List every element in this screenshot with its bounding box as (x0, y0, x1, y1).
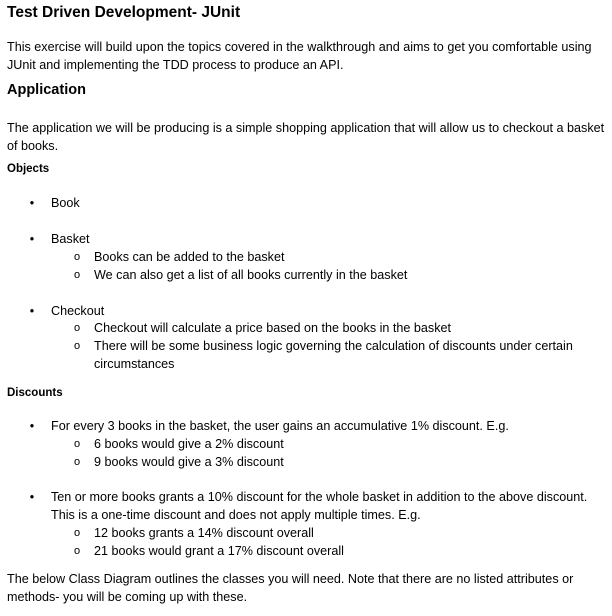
objects-heading: Objects (7, 163, 50, 175)
bullet-icon: • (29, 490, 35, 504)
sub-bullet-icon: o (73, 438, 81, 450)
sub-bullet-icon: o (73, 322, 81, 334)
sub-item-label: 6 books would give a 2% discount (94, 437, 284, 451)
bullet-icon: • (29, 419, 35, 433)
list-item-label: Ten or more books grants a 10% discount for the whole basket in addition to the above discount. This is a one-time discount and does not apply multiple times. E.g. (51, 490, 588, 522)
basket-sub-item (73, 266, 609, 284)
discount-example-item (73, 435, 609, 453)
bullet-icon: • (29, 232, 35, 246)
discount-example-item (73, 453, 609, 471)
sub-item-label: Books can be added to the basket (94, 250, 285, 264)
sub-item-label: 21 books would grant a 17% discount overall (94, 544, 344, 558)
checkout-sub-item (73, 337, 609, 373)
sub-item-label: 9 books would give a 3% discount (94, 455, 284, 469)
basket-sub-item (73, 248, 609, 266)
sub-bullet-icon: o (73, 545, 81, 557)
list-item-label: Book (51, 196, 80, 210)
document-title: Test Driven Development- JUnit (7, 4, 241, 21)
discounts-item (29, 417, 607, 435)
discount-example-item (73, 542, 609, 560)
sub-bullet-icon: o (73, 251, 81, 263)
objects-item-checkout (29, 302, 607, 320)
discount-example-item (73, 524, 609, 542)
sub-bullet-icon: o (73, 340, 81, 352)
application-heading: Application (7, 82, 86, 98)
sub-bullet-icon: o (73, 456, 81, 468)
objects-item-basket (29, 230, 607, 248)
objects-item-book (29, 194, 607, 212)
sub-item-label: Checkout will calculate a price based on the books in the basket (94, 321, 452, 335)
closing-paragraph: The below Class Diagram outlines the classes you will need. Note that there are no listed attributes or methods- you will be coming up with these. (7, 572, 574, 604)
discounts-heading: Discounts (7, 387, 63, 399)
bullet-icon: • (29, 304, 35, 318)
intro-paragraph: This exercise will build upon the topics covered in the walkthrough and aims to get you comfortable using JUnit and implementing the TDD process to produce an API. (7, 40, 592, 72)
sub-bullet-icon: o (73, 269, 81, 281)
sub-item-label: We can also get a list of all books currently in the basket (94, 268, 408, 282)
discounts-item (29, 488, 607, 524)
list-item-label: For every 3 books in the basket, the user gains an accumulative 1% discount. E.g. (51, 419, 509, 433)
checkout-sub-item (73, 319, 609, 337)
sub-item-label: 12 books grants a 14% discount overall (94, 526, 314, 540)
list-item-label: Basket (51, 232, 90, 246)
application-paragraph: The application we will be producing is a simple shopping application that will allow us to checkout a basket of books. (7, 121, 605, 153)
list-item-label: Checkout (51, 304, 105, 318)
sub-item-label: There will be some business logic governing the calculation of discounts under certain circumstances (94, 339, 573, 371)
sub-bullet-icon: o (73, 527, 81, 539)
bullet-icon: • (29, 196, 35, 210)
